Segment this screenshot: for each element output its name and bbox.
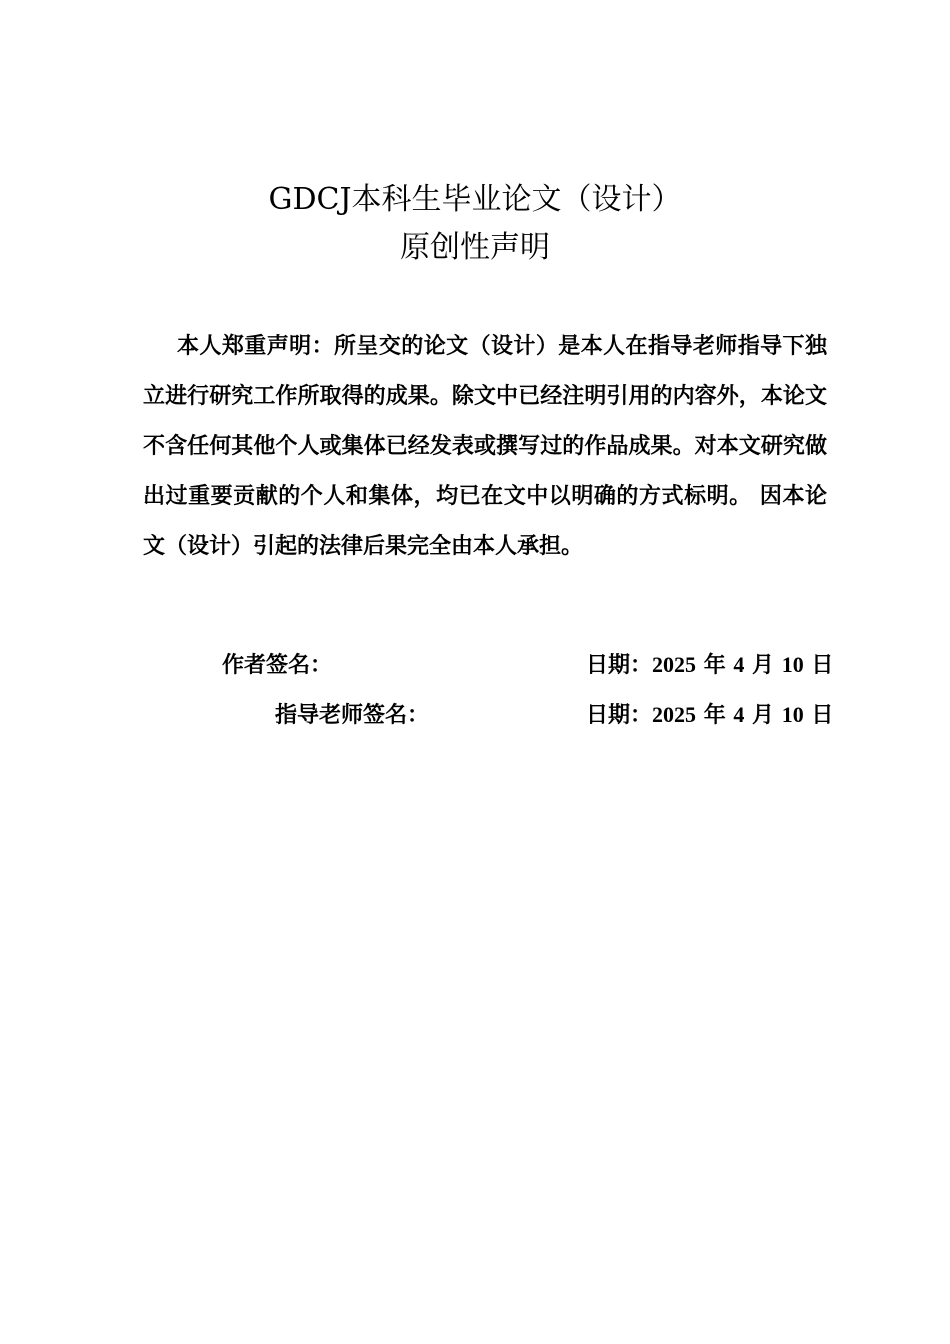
advisor-date-day-unit: 日 xyxy=(811,703,834,728)
advisor-signature-label: 指导老师签名： xyxy=(275,703,430,728)
advisor-date-year-unit: 年 xyxy=(703,703,726,728)
author-date xyxy=(586,648,833,679)
document-subtitle: 原创性声明 xyxy=(400,230,550,265)
author-date-month-unit: 月 xyxy=(752,653,775,678)
author-date-day-unit: 日 xyxy=(811,653,834,678)
author-date-year-unit: 年 xyxy=(703,653,726,678)
advisor-date-day: 10 xyxy=(781,702,804,727)
author-date-day: 10 xyxy=(781,652,804,677)
advisor-date-label: 日期： xyxy=(586,703,653,728)
advisor-date xyxy=(586,698,833,729)
document-title: GDCJ本科生毕业论文（设计） xyxy=(268,182,682,217)
author-date-month: 4 xyxy=(733,652,745,677)
advisor-date-month: 4 xyxy=(733,702,745,727)
author-date-year: 2025 xyxy=(652,652,697,677)
declaration-paragraph: 本人郑重声明：所呈交的论文（设计）是本人在指导老师指导下独立进行研究工作所取得的成果。除文中已经注明引用的内容外，本论文不含任何其他个人或集体已经发表或撰写过的作品成果。对本文研究做出过重要贡献的个人和集体，均已在文中以明确的方式标明。 因本论文（设计）引起的法律后果完全由本人承担。 xyxy=(143,334,827,559)
advisor-date-month-unit: 月 xyxy=(752,703,775,728)
advisor-date-year: 2025 xyxy=(652,702,697,727)
author-signature-label: 作者签名： xyxy=(222,653,333,678)
author-date-label: 日期： xyxy=(586,653,653,678)
